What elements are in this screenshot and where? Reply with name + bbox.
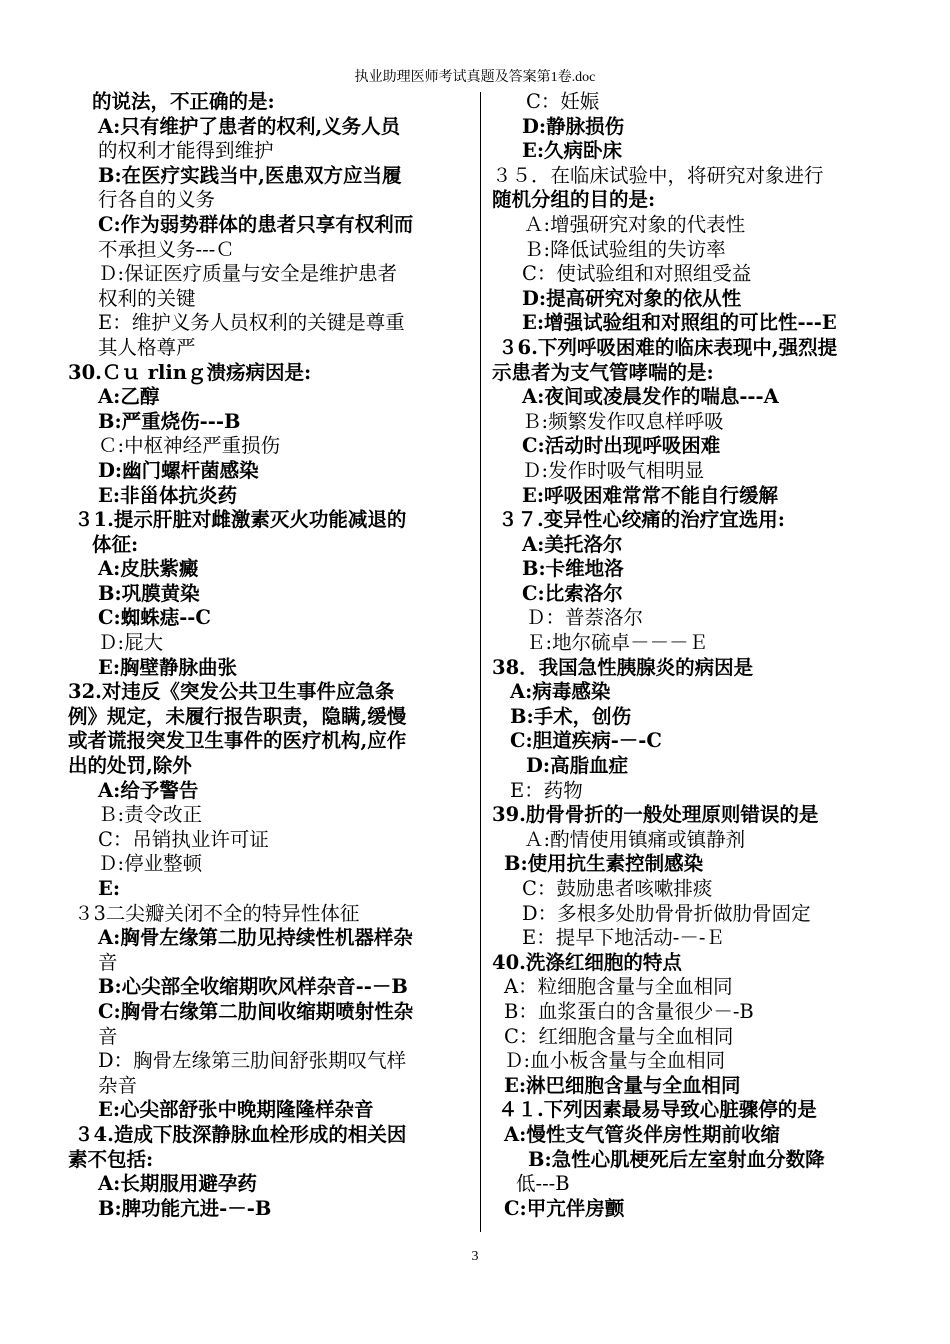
text-line: E:心尖部舒张中晚期隆隆样杂音 xyxy=(98,1098,374,1122)
text-line: Ｄ:停业整顿 xyxy=(98,852,203,876)
text-line: A:胸骨左缘第二肋见持续性机器样杂 xyxy=(98,926,413,950)
text-line: C:胆道疾病-－-C xyxy=(510,729,662,753)
text-line: ３3二尖瓣关闭不全的特异性体征 xyxy=(74,901,360,925)
text-line: 权利的关键 xyxy=(98,286,196,310)
text-line: Ｅ:地尔硫卓－－－Ｅ xyxy=(526,631,709,655)
text-line: B:在医疗实践当中,医患双方应当履 xyxy=(98,163,402,187)
text-line: C：妊娠 xyxy=(526,90,600,113)
text-line: C：红细胞含量与全血相同 xyxy=(504,1024,734,1048)
text-line: D:提高研究对象的依从性 xyxy=(522,286,742,310)
text-line: E:增强试验组和对照组的可比性---E xyxy=(522,311,837,335)
text-line: Ｄ:保证医疗质量与安全是维护患者 xyxy=(98,262,398,286)
text-line: A:美托洛尔 xyxy=(522,532,623,556)
text-line: D：多根多处肋骨骨折做肋骨固定 xyxy=(522,901,811,925)
text-line: ３５．在临床试验中，将研究对象进行 xyxy=(492,163,824,187)
text-line: ４１.下列因素最易导致心脏骤停的是 xyxy=(498,1098,817,1122)
text-line: 随机分组的目的是: xyxy=(492,188,656,212)
text-line: C：鼓励患者咳嗽排痰 xyxy=(522,877,713,900)
text-line: 30.Ｃｕ rlinｇ溃疡病因是: xyxy=(68,360,312,384)
text-line: 行各自的义务 xyxy=(98,188,216,212)
text-line: A：粒细胞含量与全血相同 xyxy=(504,975,733,999)
text-line: 杂音 xyxy=(98,1073,138,1097)
text-line: 的说法，不正确的是: xyxy=(92,90,275,113)
text-line: B:巩膜黄染 xyxy=(98,581,200,605)
text-line: C:蜘蛛痣--C xyxy=(98,606,211,630)
text-line: E：维护义务人员权利的关键是尊重 xyxy=(98,311,405,335)
text-line: B:严重烧伤---B xyxy=(98,409,241,433)
text-line: ３７.变异性心绞痛的治疗宜选用: xyxy=(498,508,785,532)
right-column xyxy=(492,90,892,1221)
text-line: B:心尖部全收缩期吹风样杂音--－B xyxy=(98,975,408,999)
text-line: B:手术，创伤 xyxy=(510,704,632,728)
text-line: C:甲亢伴房颤 xyxy=(504,1196,625,1220)
column-divider xyxy=(480,92,481,1232)
text-line: 素不包括: xyxy=(68,1147,154,1171)
text-line: ３4.造成下肢深静脉血栓形成的相关因 xyxy=(74,1122,407,1146)
text-line: 体征: xyxy=(92,532,139,556)
text-line: 例》规定，未履行报告职责，隐瞒,缓慢 xyxy=(68,704,407,728)
text-line: 低---B xyxy=(516,1172,570,1196)
text-line: 32.对违反《突发公共卫生事件应急条 xyxy=(68,680,395,704)
text-line: E:非甾体抗炎药 xyxy=(98,483,238,507)
text-line: Ｄ:屁大 xyxy=(98,631,164,655)
text-line: B：血浆蛋白的含量很少－-B xyxy=(504,999,754,1023)
document-header: 执业助理医师考试真题及答案第1卷.doc xyxy=(354,70,596,85)
text-line: B:使用抗生素控制感染 xyxy=(504,852,704,876)
text-line: Ｄ:血小板含量与全血相同 xyxy=(504,1049,726,1073)
text-line: D:幽门螺杆菌感染 xyxy=(98,458,259,482)
text-line: C:活动时出现呼吸困难 xyxy=(522,434,721,458)
text-line: E:淋巴细胞含量与全血相同 xyxy=(504,1073,741,1097)
text-line: D:高脂血症 xyxy=(526,754,629,778)
text-line: A:只有维护了患者的权利,义务人员 xyxy=(98,114,401,138)
text-line: 的权利才能得到维护 xyxy=(98,139,274,163)
text-line: Ｂ:频繁发作叹息样呼吸 xyxy=(522,409,724,433)
text-line: 音 xyxy=(98,1024,118,1048)
text-line: 示患者为支气管哮喘的是: xyxy=(492,360,714,384)
text-line: E: xyxy=(98,877,121,900)
text-line: Ｂ:降低试验组的失访率 xyxy=(524,237,726,261)
text-line: 其人格尊严 xyxy=(98,335,196,359)
text-line: 38．我国急性胰腺炎的病因是 xyxy=(492,655,754,679)
text-line: B:脾功能亢进-－-B xyxy=(98,1196,272,1220)
text-line: E:呼吸困难常常不能自行缓解 xyxy=(522,483,779,507)
text-line: A:长期服用避孕药 xyxy=(98,1172,257,1196)
text-line: E:胸壁静脉曲张 xyxy=(98,655,238,679)
text-line: 音 xyxy=(98,950,118,974)
text-line: B:卡维地洛 xyxy=(522,557,624,581)
text-line: C:比索洛尔 xyxy=(522,581,623,605)
left-column xyxy=(68,90,463,1221)
text-line: Ｂ:责令改正 xyxy=(98,803,203,827)
text-line: Ｃ:中枢神经严重损伤 xyxy=(98,434,281,458)
text-line: D：胸骨左缘第三肋间舒张期叹气样 xyxy=(98,1049,407,1073)
page-number: 3 xyxy=(471,1249,479,1264)
text-line: 39.肋骨骨折的一般处理原则错误的是 xyxy=(492,803,819,827)
text-line: B:急性心肌梗死后左室射血分数降 xyxy=(528,1147,825,1171)
text-line: A:慢性支气管炎伴房性期前收缩 xyxy=(504,1122,780,1146)
text-line: C:胸骨右缘第二肋间收缩期喷射性杂 xyxy=(98,999,414,1023)
text-line: Ａ:酌情使用镇痛或镇静剂 xyxy=(524,827,746,851)
text-line: Ｄ:发作时吸气相明显 xyxy=(522,458,705,482)
text-line: A:皮肤紫癜 xyxy=(98,557,199,581)
text-line: Ａ:增强研究对象的代表性 xyxy=(524,212,746,236)
text-line: C：吊销执业许可证 xyxy=(98,827,269,851)
text-line: E：药物 xyxy=(510,778,583,802)
text-line: D:静脉损伤 xyxy=(522,114,625,138)
text-line: 或者谎报突发卫生事件的医疗机构,应作 xyxy=(68,729,407,753)
text-line: E：提早下地活动-－-Ｅ xyxy=(522,926,725,950)
text-line: 不承担义务---Ｃ xyxy=(98,237,235,261)
text-line: 出的处罚,除外 xyxy=(68,754,192,778)
text-line: C：使试验组和对照组受益 xyxy=(522,262,752,286)
text-line: ３1.提示肝脏对雌激素灭火功能减退的 xyxy=(74,508,407,532)
text-line: A:病毒感染 xyxy=(510,680,611,704)
text-line: ３6.下列呼吸困难的临床表现中,强烈提 xyxy=(498,335,838,359)
text-line: C:作为弱势群体的患者只享有权利而 xyxy=(98,212,414,236)
text-line: A:夜间或凌晨发作的喘息---A xyxy=(522,385,779,409)
text-line: Ｄ：普萘洛尔 xyxy=(526,606,644,630)
text-line: A:乙醇 xyxy=(98,385,160,409)
text-line: A:给予警告 xyxy=(98,778,199,802)
text-line: 40.洗涤红细胞的特点 xyxy=(492,950,682,974)
text-line: E:久病卧床 xyxy=(522,139,623,163)
